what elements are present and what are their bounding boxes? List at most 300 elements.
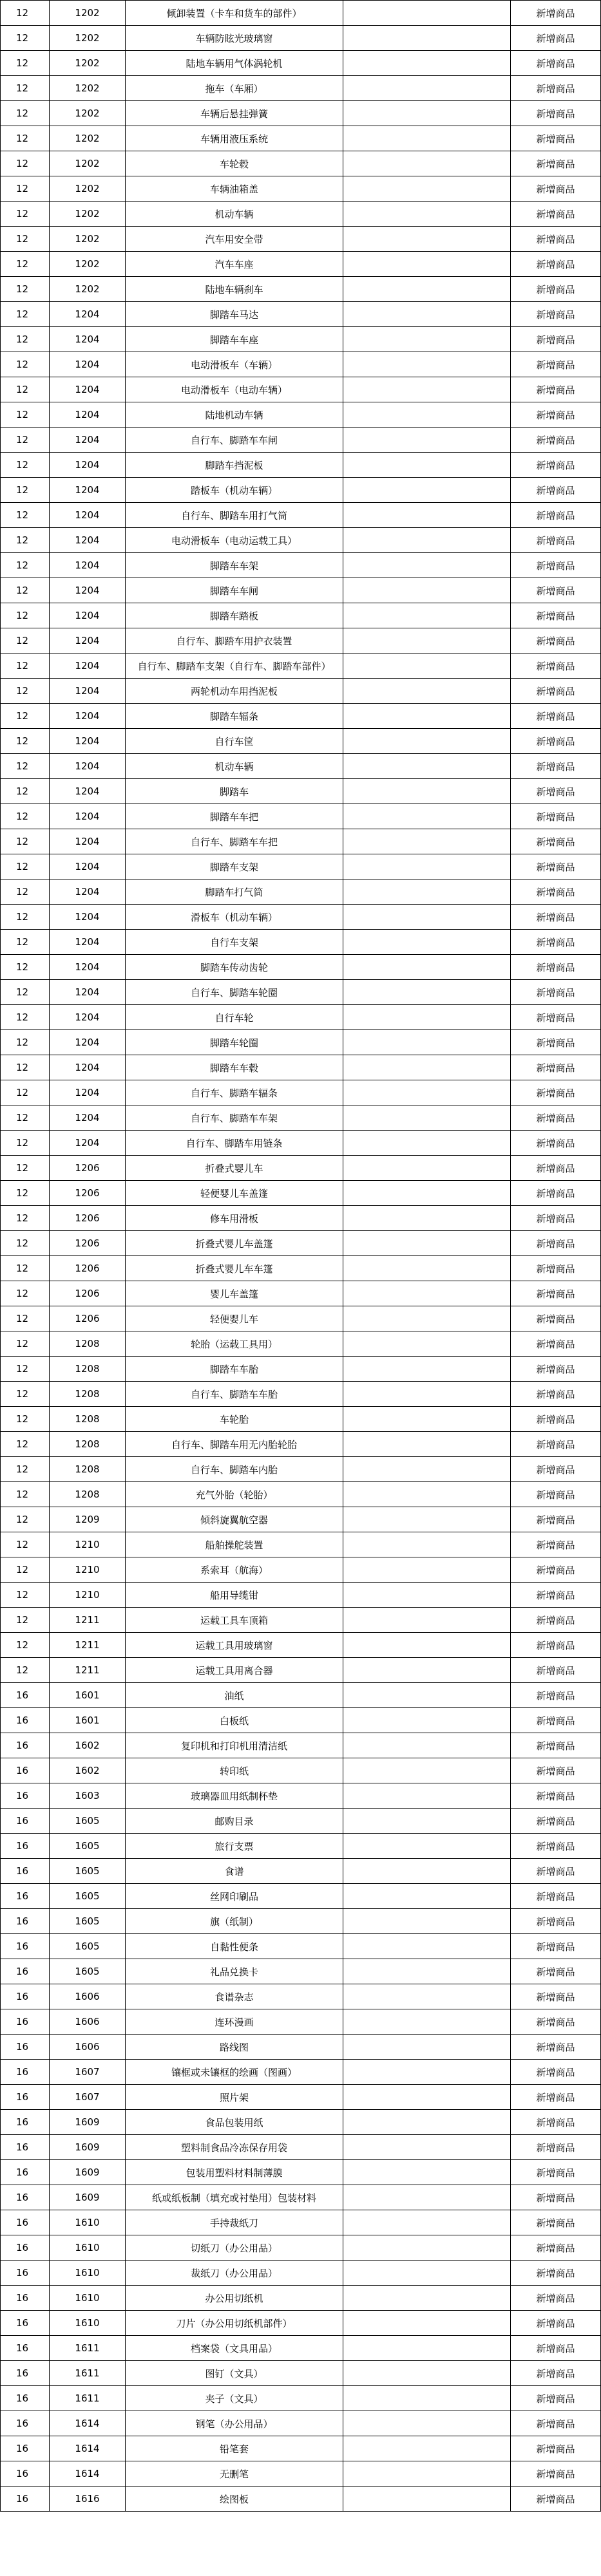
group-number-cell: 1204: [50, 829, 126, 854]
group-number-cell: 1606: [50, 1984, 126, 2009]
class-number-cell: 12: [1, 1457, 50, 1482]
class-number-cell: 12: [1, 227, 50, 252]
blank-cell: [343, 2060, 511, 2085]
note-cell: 新增商品: [511, 1407, 601, 1432]
goods-name-cell: 白板纸: [126, 1708, 343, 1733]
table-row: [1, 603, 601, 628]
table-row: [1, 2386, 601, 2411]
class-number-cell: 16: [1, 1984, 50, 2009]
note-cell: 新增商品: [511, 1331, 601, 1357]
group-number-cell: 1607: [50, 2085, 126, 2110]
class-number-cell: 12: [1, 51, 50, 76]
goods-name-cell: 夹子（文具）: [126, 2386, 343, 2411]
note-cell: 新增商品: [511, 1984, 601, 2009]
note-cell: 新增商品: [511, 2135, 601, 2160]
class-number-cell: 16: [1, 2009, 50, 2035]
group-number-cell: 1204: [50, 980, 126, 1005]
blank-cell: [343, 1884, 511, 1909]
table-row: [1, 1105, 601, 1131]
blank-cell: [343, 151, 511, 176]
group-number-cell: 1209: [50, 1507, 126, 1532]
class-number-cell: 12: [1, 202, 50, 227]
blank-cell: [343, 1206, 511, 1231]
note-cell: 新增商品: [511, 327, 601, 352]
blank-cell: [343, 176, 511, 202]
group-number-cell: 1610: [50, 2235, 126, 2261]
class-number-cell: 12: [1, 377, 50, 402]
note-cell: 新增商品: [511, 402, 601, 428]
group-number-cell: 1611: [50, 2386, 126, 2411]
group-number-cell: 1204: [50, 955, 126, 980]
note-cell: 新增商品: [511, 754, 601, 779]
group-number-cell: 1202: [50, 277, 126, 302]
group-number-cell: 1211: [50, 1658, 126, 1683]
goods-name-cell: 折叠式婴儿车盖篷: [126, 1231, 343, 1256]
blank-cell: [343, 2235, 511, 2261]
table-row: [1, 26, 601, 51]
class-number-cell: 12: [1, 704, 50, 729]
class-number-cell: 16: [1, 1884, 50, 1909]
blank-cell: [343, 2085, 511, 2110]
blank-cell: [343, 2487, 511, 2512]
note-cell: 新增商品: [511, 1382, 601, 1407]
table-row: [1, 1331, 601, 1357]
goods-name-cell: 机动车辆: [126, 754, 343, 779]
table-row: [1, 553, 601, 578]
blank-cell: [343, 1357, 511, 1382]
group-number-cell: 1206: [50, 1256, 126, 1281]
blank-cell: [343, 1733, 511, 1758]
goods-name-cell: 脚踏车打气筒: [126, 879, 343, 905]
table-row: [1, 327, 601, 352]
blank-cell: [343, 1834, 511, 1859]
note-cell: 新增商品: [511, 453, 601, 478]
note-cell: 新增商品: [511, 101, 601, 126]
group-number-cell: 1204: [50, 704, 126, 729]
table-row: [1, 1934, 601, 1959]
goods-name-cell: 复印机和打印机用清洁纸: [126, 1733, 343, 1758]
table-row: [1, 101, 601, 126]
group-number-cell: 1204: [50, 553, 126, 578]
note-cell: 新增商品: [511, 2411, 601, 2436]
note-cell: 新增商品: [511, 2160, 601, 2185]
class-number-cell: 16: [1, 2436, 50, 2461]
table-row: [1, 829, 601, 854]
blank-cell: [343, 1256, 511, 1281]
blank-cell: [343, 2160, 511, 2185]
note-cell: 新增商品: [511, 76, 601, 101]
blank-cell: [343, 679, 511, 704]
table-row: [1, 2085, 601, 2110]
table-row: [1, 729, 601, 754]
note-cell: 新增商品: [511, 1457, 601, 1482]
goods-name-cell: 陆地车辆用气体涡轮机: [126, 51, 343, 76]
goods-name-cell: 自行车、脚踏车辐条: [126, 1080, 343, 1105]
group-number-cell: 1602: [50, 1733, 126, 1758]
goods-name-cell: 旗（纸制）: [126, 1909, 343, 1934]
note-cell: 新增商品: [511, 1909, 601, 1934]
note-cell: 新增商品: [511, 1557, 601, 1583]
table-row: [1, 1482, 601, 1507]
blank-cell: [343, 1809, 511, 1834]
group-number-cell: 1610: [50, 2311, 126, 2336]
goods-name-cell: 车辆后悬挂弹簧: [126, 101, 343, 126]
blank-cell: [343, 503, 511, 528]
goods-name-cell: 拖车（车厢）: [126, 76, 343, 101]
blank-cell: [343, 1683, 511, 1708]
class-number-cell: 16: [1, 1708, 50, 1733]
class-number-cell: 12: [1, 653, 50, 679]
table-row: [1, 1909, 601, 1934]
class-number-cell: 12: [1, 277, 50, 302]
blank-cell: [343, 1482, 511, 1507]
table-row: [1, 1256, 601, 1281]
note-cell: 新增商品: [511, 1432, 601, 1457]
table-row: [1, 854, 601, 879]
table-row: [1, 478, 601, 503]
goods-name-cell: 自行车、脚踏车支架（自行车、脚踏车部件）: [126, 653, 343, 679]
blank-cell: [343, 955, 511, 980]
group-number-cell: 1605: [50, 1909, 126, 1934]
blank-cell: [343, 2436, 511, 2461]
blank-cell: [343, 553, 511, 578]
group-number-cell: 1204: [50, 653, 126, 679]
group-number-cell: 1614: [50, 2436, 126, 2461]
group-number-cell: 1211: [50, 1608, 126, 1633]
blank-cell: [343, 377, 511, 402]
goods-name-cell: 脚踏车辐条: [126, 704, 343, 729]
note-cell: 新增商品: [511, 578, 601, 603]
blank-cell: [343, 1382, 511, 1407]
class-number-cell: 12: [1, 854, 50, 879]
table-row: [1, 76, 601, 101]
blank-cell: [343, 2035, 511, 2060]
blank-cell: [343, 1658, 511, 1683]
goods-name-cell: 车辆油箱盖: [126, 176, 343, 202]
table-row: [1, 1080, 601, 1105]
goods-name-cell: 两轮机动车用挡泥板: [126, 679, 343, 704]
blank-cell: [343, 26, 511, 51]
table-row: [1, 2461, 601, 2487]
note-cell: 新增商品: [511, 1683, 601, 1708]
class-number-cell: 12: [1, 1583, 50, 1608]
note-cell: 新增商品: [511, 628, 601, 653]
note-cell: 新增商品: [511, 2436, 601, 2461]
group-number-cell: 1602: [50, 1758, 126, 1783]
class-number-cell: 16: [1, 1783, 50, 1809]
group-number-cell: 1605: [50, 1884, 126, 1909]
goods-name-cell: 婴儿车盖篷: [126, 1281, 343, 1306]
blank-cell: [343, 1407, 511, 1432]
goods-table-body: [1, 1, 601, 2512]
class-number-cell: 16: [1, 2160, 50, 2185]
blank-cell: [343, 277, 511, 302]
blank-cell: [343, 2386, 511, 2411]
table-row: [1, 2210, 601, 2235]
note-cell: 新增商品: [511, 1733, 601, 1758]
group-number-cell: 1204: [50, 352, 126, 377]
note-cell: 新增商品: [511, 227, 601, 252]
note-cell: 新增商品: [511, 503, 601, 528]
group-number-cell: 1204: [50, 779, 126, 804]
table-row: [1, 1557, 601, 1583]
blank-cell: [343, 202, 511, 227]
blank-cell: [343, 653, 511, 679]
goods-name-cell: 办公用切纸机: [126, 2286, 343, 2311]
group-number-cell: 1206: [50, 1156, 126, 1181]
note-cell: 新增商品: [511, 1834, 601, 1859]
blank-cell: [343, 528, 511, 553]
note-cell: 新增商品: [511, 1206, 601, 1231]
blank-cell: [343, 1131, 511, 1156]
goods-name-cell: 油纸: [126, 1683, 343, 1708]
group-number-cell: 1204: [50, 905, 126, 930]
goods-name-cell: 丝网印刷品: [126, 1884, 343, 1909]
class-number-cell: 12: [1, 1055, 50, 1080]
group-number-cell: 1606: [50, 2035, 126, 2060]
note-cell: 新增商品: [511, 1306, 601, 1331]
blank-cell: [343, 1055, 511, 1080]
blank-cell: [343, 1306, 511, 1331]
group-number-cell: 1208: [50, 1331, 126, 1357]
goods-name-cell: 轻便婴儿车: [126, 1306, 343, 1331]
table-row: [1, 578, 601, 603]
class-number-cell: 16: [1, 2461, 50, 2487]
note-cell: 新增商品: [511, 1482, 601, 1507]
goods-name-cell: 照片架: [126, 2085, 343, 2110]
goods-name-cell: 塑料制食品冷冻保存用袋: [126, 2135, 343, 2160]
table-row: [1, 1156, 601, 1181]
note-cell: 新增商品: [511, 980, 601, 1005]
blank-cell: [343, 1507, 511, 1532]
table-row: [1, 980, 601, 1005]
table-row: [1, 905, 601, 930]
goods-name-cell: 机动车辆: [126, 202, 343, 227]
goods-name-cell: 系索耳（航海）: [126, 1557, 343, 1583]
group-number-cell: 1605: [50, 1809, 126, 1834]
blank-cell: [343, 1181, 511, 1206]
goods-name-cell: 车辆防眩光玻璃窗: [126, 26, 343, 51]
group-number-cell: 1202: [50, 101, 126, 126]
class-number-cell: 12: [1, 628, 50, 653]
note-cell: 新增商品: [511, 2110, 601, 2135]
note-cell: 新增商品: [511, 352, 601, 377]
class-number-cell: 12: [1, 126, 50, 151]
group-number-cell: 1208: [50, 1482, 126, 1507]
note-cell: 新增商品: [511, 377, 601, 402]
blank-cell: [343, 1281, 511, 1306]
class-number-cell: 12: [1, 1306, 50, 1331]
blank-cell: [343, 1432, 511, 1457]
blank-cell: [343, 1557, 511, 1583]
class-number-cell: 12: [1, 578, 50, 603]
table-row: [1, 2235, 601, 2261]
note-cell: 新增商品: [511, 1080, 601, 1105]
table-row: [1, 227, 601, 252]
group-number-cell: 1204: [50, 528, 126, 553]
blank-cell: [343, 76, 511, 101]
note-cell: 新增商品: [511, 151, 601, 176]
goods-name-cell: 图钉（文具）: [126, 2361, 343, 2386]
goods-name-cell: 脚踏车车胎: [126, 1357, 343, 1382]
note-cell: 新增商品: [511, 1055, 601, 1080]
table-row: [1, 2261, 601, 2286]
blank-cell: [343, 2261, 511, 2286]
class-number-cell: 12: [1, 1281, 50, 1306]
table-row: [1, 402, 601, 428]
goods-name-cell: 车轮毂: [126, 151, 343, 176]
table-row: [1, 1959, 601, 1984]
group-number-cell: 1606: [50, 2009, 126, 2035]
goods-name-cell: 自行车、脚踏车车胎: [126, 1382, 343, 1407]
goods-name-cell: 包装用塑料材料制薄膜: [126, 2160, 343, 2185]
group-number-cell: 1204: [50, 478, 126, 503]
note-cell: 新增商品: [511, 729, 601, 754]
class-number-cell: 12: [1, 1382, 50, 1407]
note-cell: 新增商品: [511, 176, 601, 202]
goods-name-cell: 汽车用安全带: [126, 227, 343, 252]
blank-cell: [343, 1959, 511, 1984]
goods-name-cell: 自行车、脚踏车轮圈: [126, 980, 343, 1005]
blank-cell: [343, 854, 511, 879]
blank-cell: [343, 101, 511, 126]
goods-name-cell: 路线图: [126, 2035, 343, 2060]
class-number-cell: 12: [1, 503, 50, 528]
goods-name-cell: 脚踏车传动齿轮: [126, 955, 343, 980]
group-number-cell: 1609: [50, 2110, 126, 2135]
note-cell: 新增商品: [511, 302, 601, 327]
table-row: [1, 428, 601, 453]
note-cell: 新增商品: [511, 277, 601, 302]
group-number-cell: 1204: [50, 428, 126, 453]
class-number-cell: 12: [1, 1432, 50, 1457]
group-number-cell: 1601: [50, 1708, 126, 1733]
goods-name-cell: 铅笔套: [126, 2436, 343, 2461]
group-number-cell: 1601: [50, 1683, 126, 1708]
class-number-cell: 16: [1, 2261, 50, 2286]
group-number-cell: 1204: [50, 879, 126, 905]
table-row: [1, 1231, 601, 1256]
group-number-cell: 1206: [50, 1206, 126, 1231]
blank-cell: [343, 754, 511, 779]
group-number-cell: 1208: [50, 1457, 126, 1482]
table-row: [1, 1809, 601, 1834]
goods-name-cell: 镶框或未镶框的绘画（图画）: [126, 2060, 343, 2085]
table-row: [1, 126, 601, 151]
table-row: [1, 955, 601, 980]
note-cell: 新增商品: [511, 1633, 601, 1658]
group-number-cell: 1204: [50, 754, 126, 779]
class-number-cell: 12: [1, 1658, 50, 1683]
goods-name-cell: 玻璃器皿用纸制杯垫: [126, 1783, 343, 1809]
goods-name-cell: 切纸刀（办公用品）: [126, 2235, 343, 2261]
group-number-cell: 1210: [50, 1532, 126, 1557]
class-number-cell: 12: [1, 528, 50, 553]
table-row: [1, 1984, 601, 2009]
goods-name-cell: 脚踏车车闸: [126, 578, 343, 603]
table-row: [1, 2361, 601, 2386]
blank-cell: [343, 1457, 511, 1482]
table-row: [1, 176, 601, 202]
goods-name-cell: 邮购目录: [126, 1809, 343, 1834]
table-row: [1, 1407, 601, 1432]
table-row: [1, 2160, 601, 2185]
note-cell: 新增商品: [511, 478, 601, 503]
goods-name-cell: 食品包装用纸: [126, 2110, 343, 2135]
blank-cell: [343, 478, 511, 503]
blank-cell: [343, 1231, 511, 1256]
blank-cell: [343, 1030, 511, 1055]
class-number-cell: 16: [1, 2361, 50, 2386]
group-number-cell: 1616: [50, 2487, 126, 2512]
table-row: [1, 151, 601, 176]
goods-name-cell: 脚踏车车毂: [126, 1055, 343, 1080]
table-row: [1, 1432, 601, 1457]
blank-cell: [343, 1859, 511, 1884]
blank-cell: [343, 2185, 511, 2210]
class-number-cell: 12: [1, 804, 50, 829]
class-number-cell: 16: [1, 2110, 50, 2135]
class-number-cell: 12: [1, 1357, 50, 1382]
goods-name-cell: 刀片（办公用切纸机部件）: [126, 2311, 343, 2336]
note-cell: 新增商品: [511, 955, 601, 980]
note-cell: 新增商品: [511, 553, 601, 578]
table-row: [1, 653, 601, 679]
group-number-cell: 1605: [50, 1834, 126, 1859]
table-row: [1, 2110, 601, 2135]
goods-name-cell: 脚踏车车架: [126, 553, 343, 578]
goods-name-cell: 修车用滑板: [126, 1206, 343, 1231]
goods-name-cell: 自行车、脚踏车用护衣装置: [126, 628, 343, 653]
group-number-cell: 1204: [50, 578, 126, 603]
table-row: [1, 1884, 601, 1909]
group-number-cell: 1208: [50, 1432, 126, 1457]
blank-cell: [343, 51, 511, 76]
note-cell: 新增商品: [511, 1532, 601, 1557]
class-number-cell: 12: [1, 151, 50, 176]
goods-name-cell: 脚踏车轮圈: [126, 1030, 343, 1055]
blank-cell: [343, 402, 511, 428]
goods-name-cell: 陆地机动车辆: [126, 402, 343, 428]
class-number-cell: 16: [1, 2411, 50, 2436]
blank-cell: [343, 1758, 511, 1783]
table-row: [1, 1608, 601, 1633]
note-cell: 新增商品: [511, 603, 601, 628]
table-row: [1, 2185, 601, 2210]
group-number-cell: 1210: [50, 1557, 126, 1583]
table-row: [1, 2487, 601, 2512]
note-cell: 新增商品: [511, 1809, 601, 1834]
note-cell: 新增商品: [511, 1281, 601, 1306]
note-cell: 新增商品: [511, 1005, 601, 1030]
group-number-cell: 1204: [50, 1131, 126, 1156]
blank-cell: [343, 1783, 511, 1809]
blank-cell: [343, 980, 511, 1005]
note-cell: 新增商品: [511, 1181, 601, 1206]
group-number-cell: 1208: [50, 1357, 126, 1382]
goods-name-cell: 轮胎（运载工具用）: [126, 1331, 343, 1357]
class-number-cell: 16: [1, 2035, 50, 2060]
table-row: [1, 1834, 601, 1859]
note-cell: 新增商品: [511, 1884, 601, 1909]
table-row: [1, 277, 601, 302]
note-cell: 新增商品: [511, 1105, 601, 1131]
blank-cell: [343, 729, 511, 754]
class-number-cell: 12: [1, 1407, 50, 1432]
table-row: [1, 804, 601, 829]
table-row: [1, 302, 601, 327]
goods-name-cell: 运载工具用离合器: [126, 1658, 343, 1683]
